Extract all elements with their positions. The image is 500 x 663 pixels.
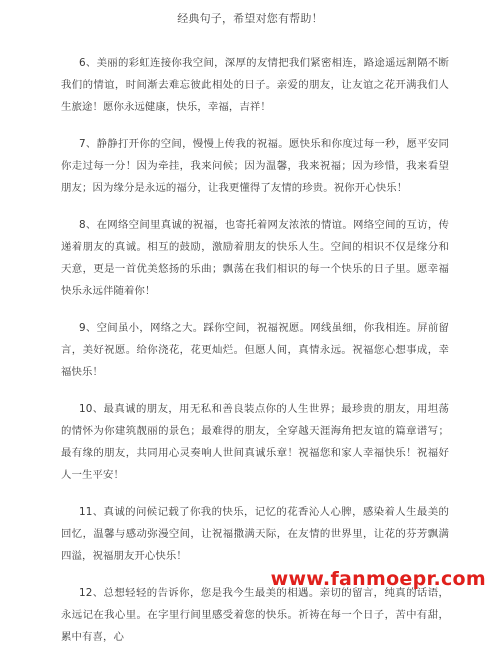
site-watermark: www.fanmoepr.com [270, 568, 486, 590]
paragraph-10: 10、最真诚的朋友，用无私和善良装点你的人生世界；最珍贵的朋友，用坦荡的情怀为你建筑靓丽的景色；最难得的朋友，全穿越天涯海角把友谊的篇章谱写；最有缘的朋友，共同用心灵奏响人世间真诚乐章！祝福您和家人幸福快乐！祝福好人一生平安！ [61, 403, 449, 481]
paragraph-9: 9、空间虽小，网络之大。踩你空间，祝福祝愿。网线虽细，你我相连。屏前留言，美好祝愿。给你浇花，花更灿烂。但愿人间，真情永远。祝福您心想事成，幸福快乐！ [61, 322, 449, 378]
paragraph-7: 7、静静打开你的空间，慢慢上传我的祝福。愿快乐和你度过每一秒，愿平安同你走过每一分！因为牵挂，我来问候；因为温馨，我来祝福；因为珍惜，我来看望朋友；因为缘分是永远的福分，让我更懂得了友情的珍贵。祝你开心快乐！ [61, 138, 449, 194]
paragraph-12: 12、总想轻轻的告诉你，您是我今生最美的相遇。亲切的留言，纯真的话语，永远记在我心里。在字里行间里感受着您的快乐。祈祷在每一个日子，苦中有甜，累中有喜，心 [61, 587, 449, 643]
paragraph-11: 11、真诚的问候记载了你我的快乐，记忆的花香沁人心脾，感染着人生最美的回忆，温馨与感动弥漫空间，让祝福撒满天际，在友情的世界里，让花的芬芳飘满四溢，祝福朋友开心快乐！ [61, 506, 449, 562]
paragraph-8: 8、在网络空间里真诚的祝福，也寄托着网友浓浓的情谊。网络空间的互访，传递着朋友的真诚。相互的鼓励，激励着朋友的快乐人生。空间的相识不仅是缘分和天意，更是一首优美悠扬的乐曲；飘荡在我们相识的每一个快乐的日子里。愿幸福快乐永远伴随着你！ [61, 219, 449, 297]
paragraph-6: 6、美丽的彩虹连接你我空间，深厚的友情把我们紧密相连，路途遥远割隔不断我们的情谊，时间渐去难忘彼此相处的日子。亲爱的朋友，让友谊之花开满我们人生旅途！愿你永远健康，快乐，幸福，吉祥！ [61, 57, 449, 113]
document-heading: 经典句子，希望对您有帮助！ [177, 12, 323, 25]
